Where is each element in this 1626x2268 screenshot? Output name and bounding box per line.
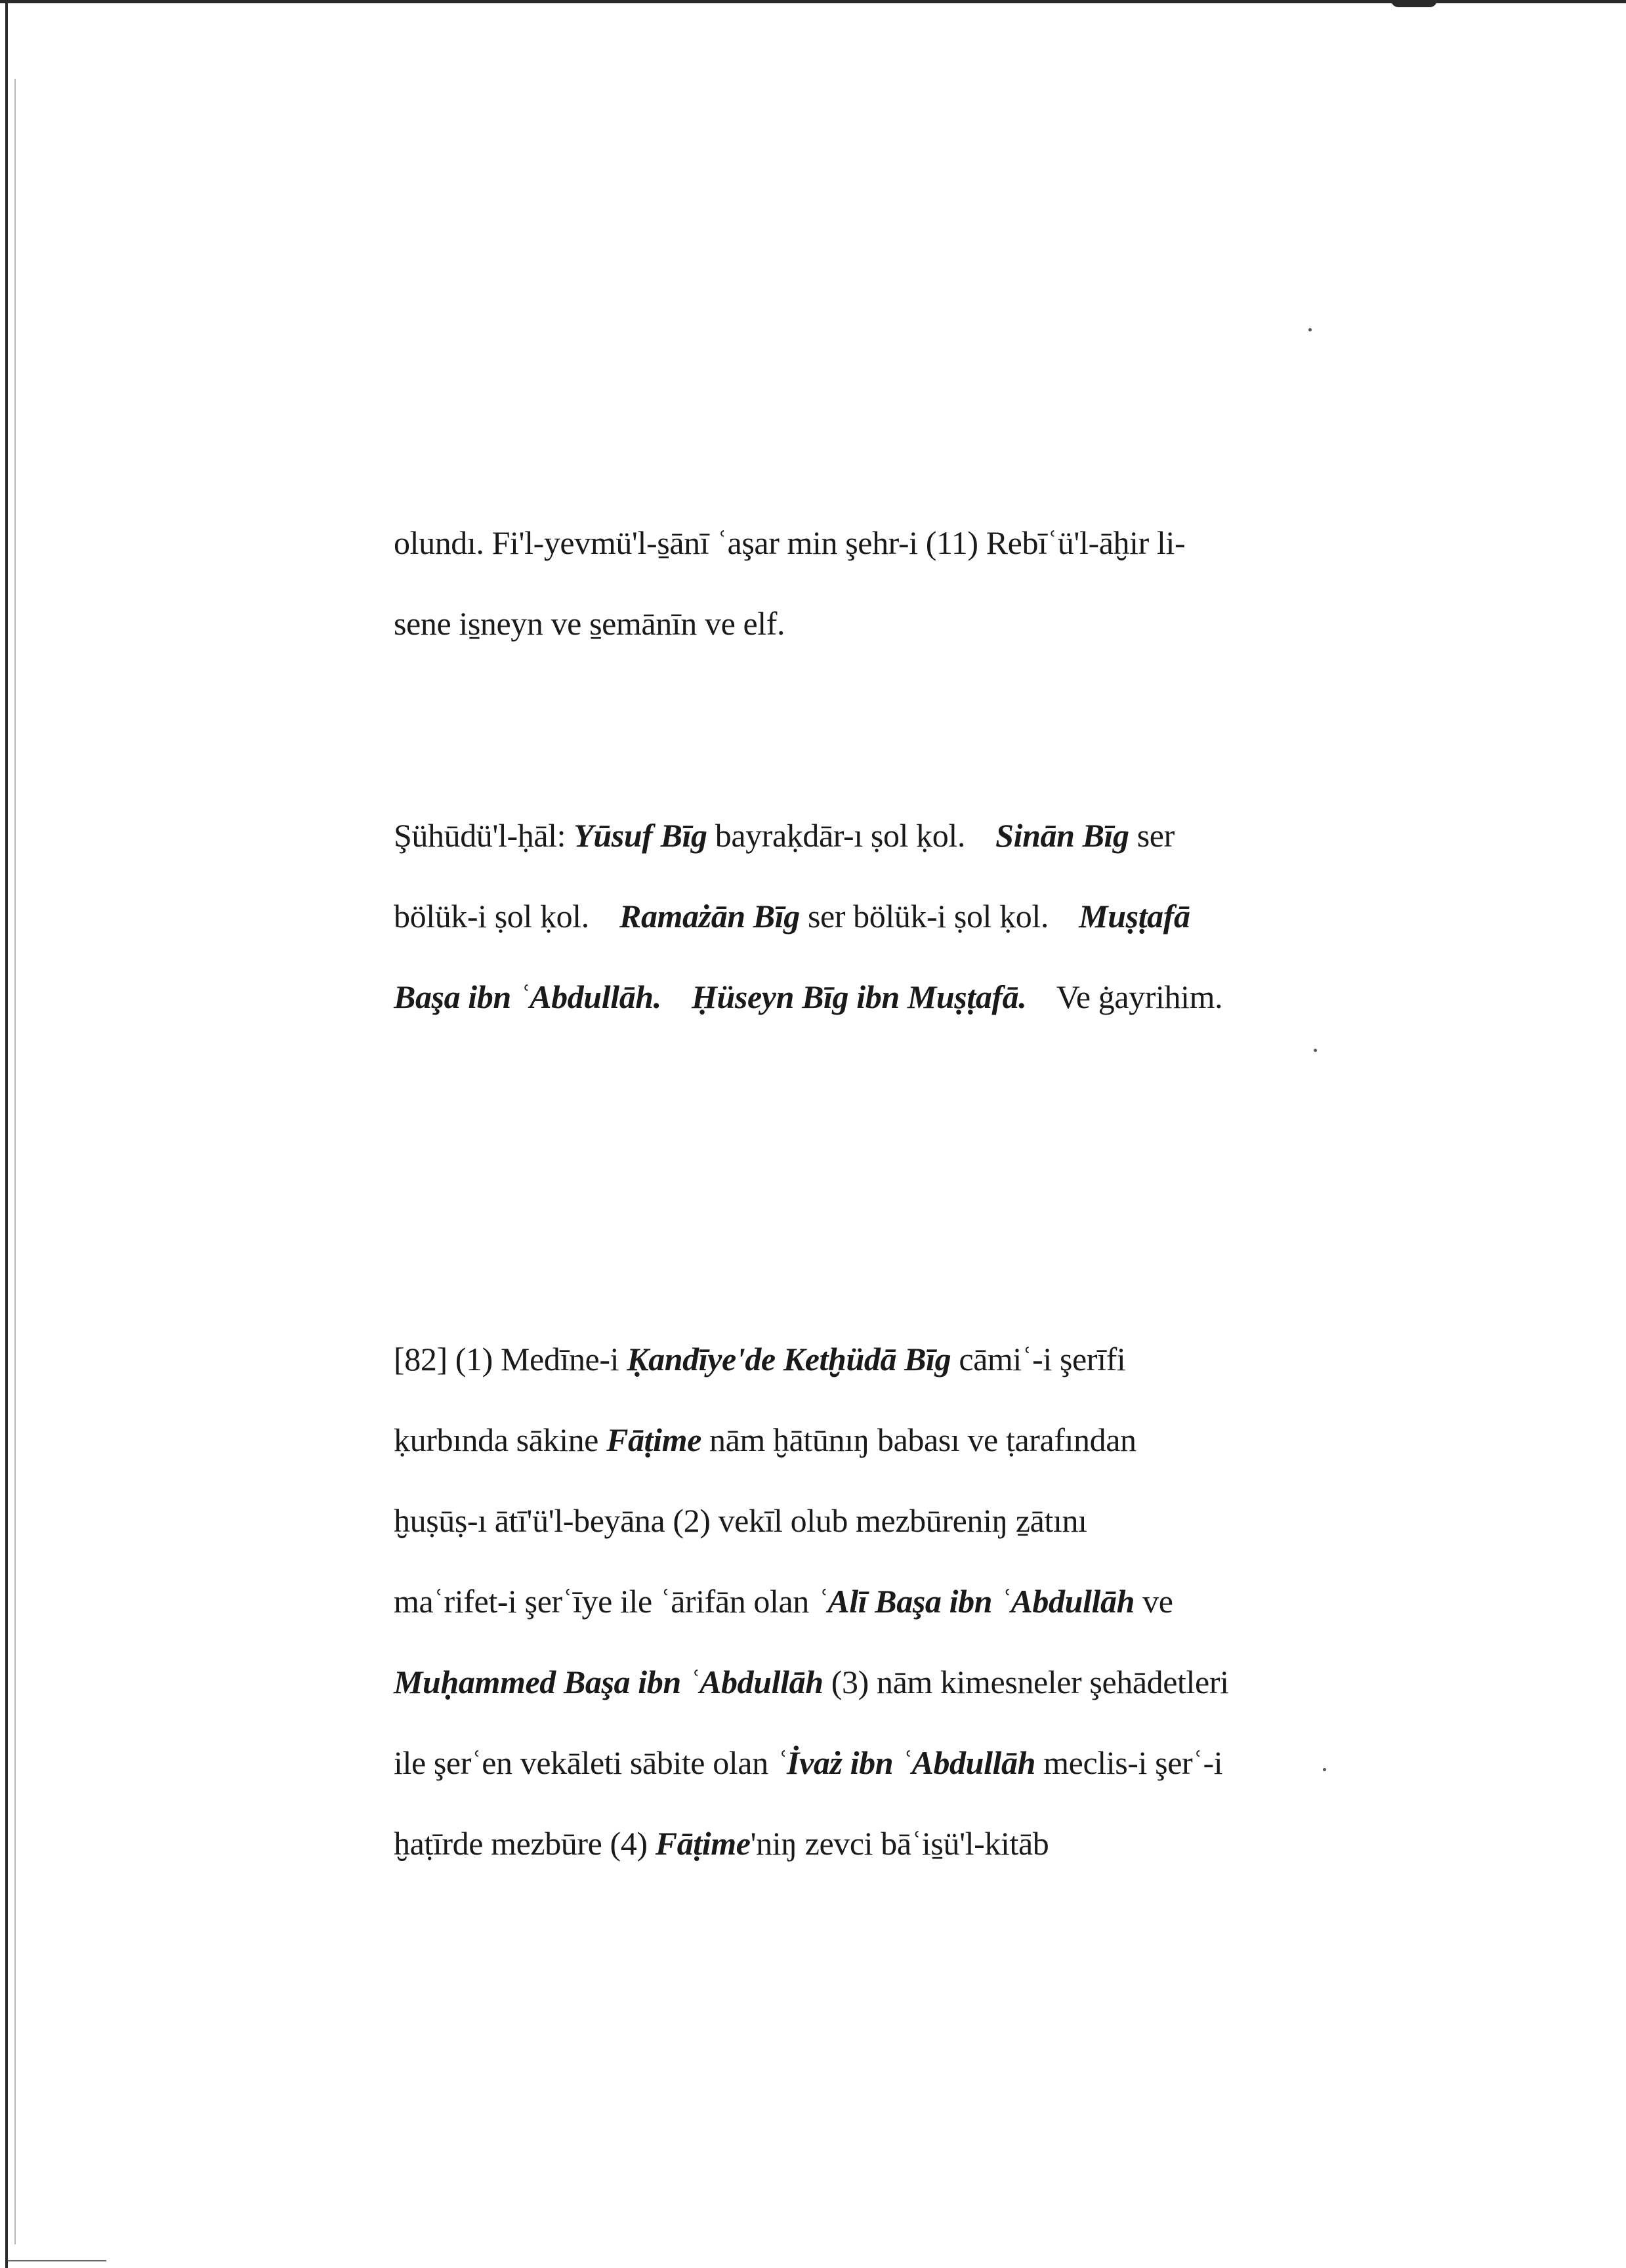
text-segment: Şühūdü'l-ḥāl: [394,817,566,854]
text-segment: maʿrifet-i şerʿīye ile ʿārifān olan [394,1583,809,1620]
witness-name: Ḥüseyn Bīg ibn Muṣṭafā. [692,978,1027,1015]
witness-name: Başa ibn ʿAbdullāh. [394,978,661,1015]
text-segment: 'niŋ zevci bāʿis̱ü'l-kitāb [750,1825,1049,1862]
text-segment: sene is̱neyn ve s̱emānīn ve elf. [394,605,785,642]
speck [1308,328,1312,331]
text-segment: (3) nām kimesneler şehādetleri [831,1664,1229,1700]
text-segment: ile şerʿen vekāleti sābite olan [394,1744,768,1781]
text-line [394,819,1417,852]
text-line [394,1666,1417,1698]
text-line [394,1585,1417,1618]
text-line [394,1504,1417,1537]
scan-left-edge-faint [14,79,16,2244]
text-segment: ve [1142,1583,1173,1620]
speck [1314,1049,1317,1052]
text-segment: bayraḳdār-ı ṣol ḳol. [715,817,965,854]
scan-bottom-line [8,2260,106,2261]
witness-name: Yūsuf Bīg [573,817,707,854]
paragraph-witnesses [394,819,1417,1013]
text-segment: Ve ġayrihim. [1056,978,1223,1015]
text-segment: olundı. Fi'l-yevmü'l-s̱ānī ʿaşar min şehr-i (11) Rebīʿü'l-āḫir li- [394,524,1186,561]
text-line [394,1746,1417,1779]
text-segment: ser bölük-i ṣol ḳol. [807,898,1049,934]
text-line [394,1343,1417,1376]
person-name: ʿİvaż ibn ʿAbdullāh [776,1744,1036,1781]
scan-top-notch [1391,0,1437,7]
scan-left-edge [5,0,8,2268]
person-name: Fāṭime [606,1421,701,1458]
witness-name: Muṣṭafā [1079,898,1190,934]
text-line [394,607,1417,640]
text-segment: bölük-i ṣol ḳol. [394,898,589,934]
witness-name: Ramażān Bīg [619,898,800,934]
paragraph-closing [394,526,1417,640]
text-segment: ser [1136,817,1175,854]
text-segment: nām ḫātūnıŋ babası ve ṭarafından [709,1421,1136,1458]
place-name: Ḳandīye'de Ketḫüdā Bīg [627,1341,951,1377]
text-segment: ḫaṭīrde mezbūre (4) [394,1825,648,1862]
text-segment: cāmiʿ-i şerīfi [959,1341,1126,1377]
text-line [394,980,1417,1013]
person-name: Muḥammed Başa ibn ʿAbdullāh [394,1664,823,1700]
paragraph-entry-82 [394,1343,1417,1860]
text-line [394,526,1417,559]
person-name: ʿAlī Başa ibn ʿAbdullāh [817,1583,1135,1620]
text-segment: meclis-i şerʿ-i [1043,1744,1223,1781]
text-segment: [82] (1) Medīne-i [394,1341,619,1377]
text-segment: ḫuṣūṣ-ı ātī'ü'l-beyāna (2) vekīl olub mezbūreniŋ ẕātını [394,1502,1087,1539]
text-line [394,1423,1417,1456]
text-segment: ḳurbında sākine [394,1421,598,1458]
scan-top-edge [0,0,1626,3]
text-line [394,1827,1417,1860]
person-name: Fāṭime [655,1825,751,1862]
text-line [394,900,1417,933]
witness-name: Sinān Bīg [995,817,1129,854]
